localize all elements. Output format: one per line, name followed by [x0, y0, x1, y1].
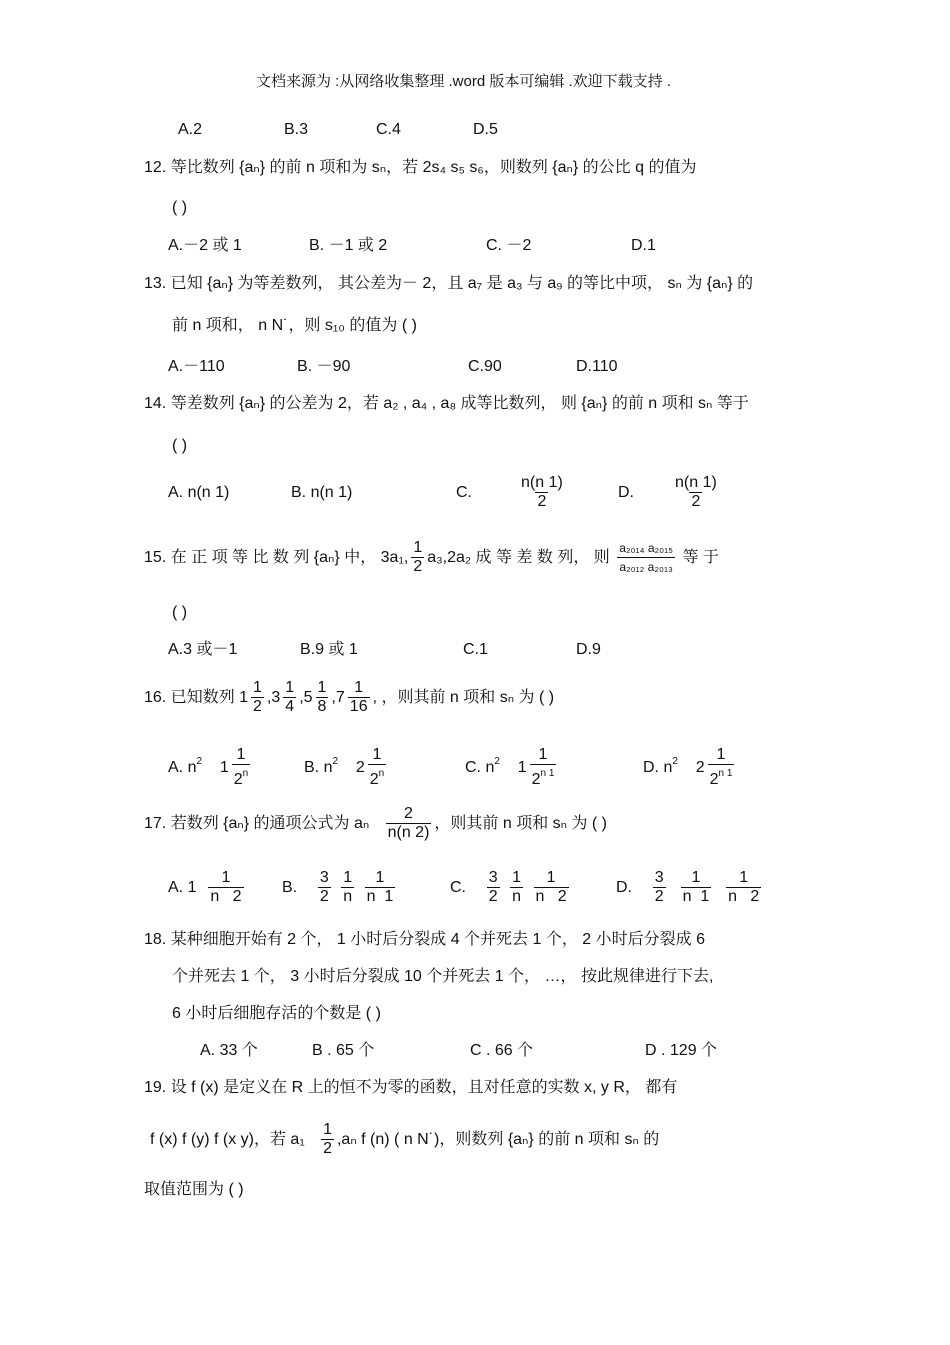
q14-blank: ( ) — [172, 437, 188, 454]
q16-whole-3: ,5 — [299, 689, 313, 706]
q16-term1-num: 1 — [253, 679, 262, 697]
q12-option-a: A.－2 或 1 — [168, 237, 242, 254]
q16-stem — [144, 678, 554, 718]
q14-c-numerator: n(n 1) — [521, 474, 563, 491]
q15-option-d: D.9 — [576, 641, 601, 658]
page-header: 文档来源为 :从网络收集整理 .word 版本可编辑 .欢迎下载支持 . — [256, 73, 672, 90]
q13-option-c: C.90 — [468, 358, 502, 375]
q16-option-c: C. $n^2$ 1 $\frac{1}{2^{n 1}}$ — [465, 746, 555, 789]
q19-stem-1: 19. 设 f (x) 是定义在 R 上的恒不为零的函数，且对任意的实数 x, y R， 都有 — [144, 1079, 678, 1096]
q14-option-b: B. n(n 1) — [291, 484, 353, 501]
q13-option-a: A.－110 — [168, 358, 225, 375]
q13-stem-2: 前 n 项和， n N˙，则 s₁₀ 的值为 ( ) — [172, 317, 417, 334]
q16-term4-den: 16 — [349, 698, 368, 716]
q12-blank: ( ) — [172, 199, 188, 216]
q15-ratio-num: a₂₀₁₄ a₂₀₁₅ — [619, 541, 674, 556]
q15-option-c: C.1 — [463, 641, 488, 658]
q17-option-d: D. $\frac{3}{2}$ $\frac{1}{n 1}$ $\frac{1}{n 2}$ — [616, 869, 760, 906]
q19-stem-3: 取值范围为 ( ) — [144, 1181, 244, 1198]
q18-option-c: C . 66 个 — [470, 1042, 534, 1059]
q15-option-a: A.3 或－1 — [168, 641, 238, 658]
q18-option-a: A. 33 个 — [200, 1042, 258, 1059]
q16-option-c-label: C. n — [465, 759, 495, 776]
q19-half-num: 1 — [323, 1121, 332, 1139]
q16-term3-num: 1 — [317, 679, 327, 697]
q13-option-d: D.110 — [576, 358, 618, 375]
q12-option-c: C. －2 — [486, 237, 532, 254]
q14-option-d-frac — [670, 474, 722, 511]
q17-prefix: 17. 若数列 {aₙ} 的通项公式为 aₙ — [144, 815, 370, 832]
q12-option-b: B. －1 或 2 — [309, 237, 388, 254]
q15-mid: a₃,2a₂ 成 等 差 数 列， 则 — [427, 549, 610, 566]
q17-den: n(n 2) — [387, 824, 430, 842]
q11-option-b: B.3 — [284, 121, 309, 138]
q15-blank: ( ) — [172, 604, 188, 621]
q17-option-a: A. 1 $\frac{1}{n 2}$ — [168, 869, 242, 906]
q13-option-b: B. －90 — [297, 358, 351, 375]
q16-term4-num: 1 — [354, 679, 364, 697]
q18-option-b: B . 65 个 — [312, 1042, 375, 1059]
q15-suffix: 等 于 — [682, 549, 719, 566]
q16-term3-den: 8 — [317, 698, 327, 716]
q14-d-denominator: 2 — [691, 493, 701, 510]
q16-term2-den: 4 — [285, 698, 295, 716]
q16-option-a-label: A. n — [168, 759, 197, 776]
q13-stem: 13. 已知 {aₙ} 为等差数列， 其公差为－ 2，且 a₇ 是 a₃ 与 a₉ 的等比中项， sₙ 为 {aₙ} 的 — [144, 275, 754, 292]
q19-stem-2a: f (x) f (y) f (x y)，若 a₁ — [150, 1131, 305, 1148]
q16-option-d-label: D. n — [643, 759, 673, 776]
q15-half-den: 2 — [413, 558, 423, 576]
q16-whole-4: ,7 — [331, 689, 345, 706]
q16-option-b: B. $n^2$ 2 $\frac{1}{2^n}$ — [304, 746, 385, 789]
q14-option-a: A. n(n 1) — [168, 484, 230, 501]
q16-term1-den: 2 — [253, 698, 262, 716]
q14-d-numerator: n(n 1) — [675, 474, 717, 491]
q17-option-c: C. $\frac{3}{2}$ $\frac{1}{n}$ $\frac{1}{n 2}$ — [450, 869, 567, 906]
q19-stem-2 — [150, 1120, 659, 1160]
q19-half-den: 2 — [323, 1140, 332, 1158]
q17-num: 2 — [404, 805, 413, 823]
q17-stem — [144, 804, 607, 844]
q16-suffix: , ，则其前 n 项和 sₙ 为 ( ) — [372, 689, 555, 706]
q15-prefix: 15. 在 正 项 等 比 数 列 {aₙ} 中， 3a₁, — [144, 549, 409, 566]
q12-stem: 12. 等比数列 {aₙ} 的前 n 项和为 sₙ，若 2s₄ s₅ s₆，则数列 {aₙ} 的公比 q 的值为 — [144, 159, 697, 176]
q14-option-c: C. — [456, 484, 472, 501]
q16-term2-num: 1 — [285, 679, 295, 697]
q18-stem-2: 个并死去 1 个， 3 小时后分裂成 10 个并死去 1 个， …， 按此规律进行下去, — [172, 968, 714, 985]
q15-ratio-den: a₂₀₁₂ a₂₀₁₃ — [617, 557, 675, 576]
q16-whole-2: ,3 — [266, 689, 281, 706]
q11-option-c: C.4 — [376, 121, 401, 138]
q15-half-num: 1 — [413, 539, 423, 557]
q18-stem-3: 6 小时后细胞存活的个数是 ( ) — [172, 1005, 381, 1022]
q18-option-d: D . 129 个 — [645, 1042, 718, 1059]
q12-option-d: D.1 — [631, 237, 656, 254]
q17-suffix: ，则其前 n 项和 sₙ 为 ( ) — [434, 815, 608, 832]
q15-option-b: B.9 或 1 — [300, 641, 358, 658]
q14-stem: 14. 等差数列 {aₙ} 的公差为 2，若 a₂ , a₄ , a₈ 成等比数列， 则 {aₙ} 的前 n 项和 sₙ 等于 — [144, 395, 749, 412]
q16-option-d: D. $n^2$ 2 $\frac{1}{2^{n 1}}$ — [643, 746, 733, 789]
q14-option-d: D. — [618, 484, 634, 501]
q16-prefix: 16. 已知数列 1 — [144, 689, 249, 706]
q15-stem — [144, 538, 719, 578]
q19-stem-2b: ,aₙ f (n) ( n N˙)，则数列 {aₙ} 的前 n 项和 sₙ 的 — [336, 1131, 660, 1148]
q14-option-c-frac — [516, 474, 568, 511]
q16-option-b-label: B. n — [304, 759, 333, 776]
q16-option-a: A. $n^2$ 1 $\frac{1}{2^n}$ — [168, 746, 249, 789]
q11-option-d: D.5 — [473, 121, 498, 138]
q17-option-b: B. $\frac{3}{2}$ $\frac{1}{n}$ $\frac{1}{n 1}$ — [282, 869, 394, 906]
q18-stem-1: 18. 某种细胞开始有 2 个， 1 小时后分裂成 4 个并死去 1 个， 2 小时后分裂成 6 — [144, 931, 705, 948]
q14-c-denominator: 2 — [537, 493, 547, 510]
q11-option-a: A.2 — [178, 121, 203, 138]
